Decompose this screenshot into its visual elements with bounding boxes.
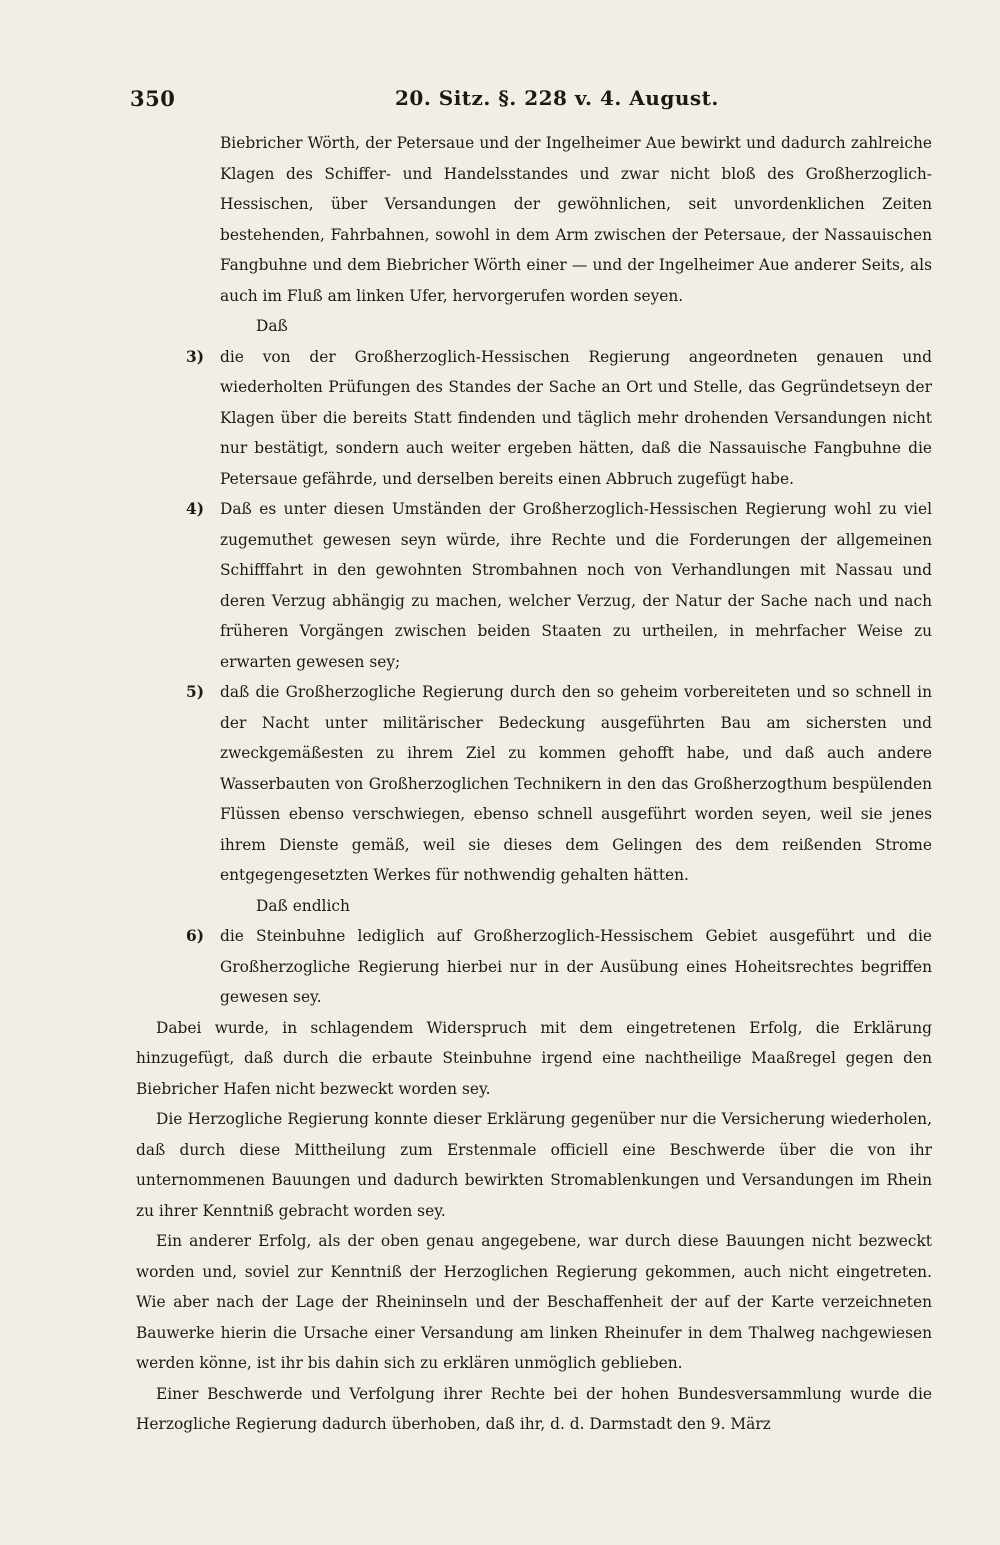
lead-in-line: Daß endlich bbox=[256, 896, 350, 915]
item-number: 3) bbox=[186, 347, 204, 366]
paragraph: Dabei wurde, in schlagendem Widerspruch mit dem eingetretenen Erfolg, die Erklärung hinzugefügt, daß durch die erbaute Steinbuhne irgend eine nachtheilige Maaßregel gegen den Biebricher Hafen nicht bezweckt worden sey. bbox=[136, 1018, 932, 1098]
item-text: Daß es unter diesen Umständen der Großherzoglich-Hessischen Regierung wohl zu viel zugemuthet gewesen seyn würde, ihre Rechte und die Forderungen der allgemeinen Schifffahrt in den gewohnten Strombahnen noch von Verhandlungen mit Nassau und deren Verzug abhängig zu machen, welcher Verzug, der Natur der Sache nach und nach früheren Vorgängen zwischen beiden Staaten zu urtheilen, in mehrfacher Weise zu erwarten gewesen sey; bbox=[220, 500, 932, 671]
item-text: die Steinbuhne lediglich auf Großherzoglich-Hessischem Gebiet ausgeführt und die Großherzogliche Regierung hierbei nur in der Ausübung eines Hoheitsrechtes begriffen gewesen sey. bbox=[220, 927, 932, 1006]
paragraph: Ein anderer Erfolg, als der oben genau angegebene, war durch diese Bauungen nicht bezweckt worden und, soviel zur Kenntniß der Herzoglichen Regierung gekommen, auch nicht eingetreten. Wie aber nach der Lage der Rheininseln und der Beschaffenheit der auf der Karte verzeichneten Bauwerke hierin die Ursache einer Versandung am linken Rheinufer in dem Thalweg nachgewiesen werden könne, ist ihr bis dahin sich zu erklären unmöglich geblieben. bbox=[136, 1232, 932, 1372]
item-number: 6) bbox=[186, 927, 204, 945]
document-body bbox=[136, 128, 932, 1440]
item-text: daß die Großherzogliche Regierung durch den so geheim vorbereiteten und so schnell in der Nacht unter militärischer Bedeckung ausgeführten Bau am sichersten und zweckgemäßesten zu ihrem Ziel zu kommen gehofft habe, und daß auch andere Wasserbauten von Großherzoglichen Technikern in den das Großherzogthum bespülenden Flüssen ebenso verschwiegen, ebenso schnell ausgeführt worden seyen, weil sie jenes ihrem Dienste gemäß, weil sie dieses dem Gelingen des dem reißenden Strome entgegengesetzten Werkes für nothwendig gehalten hätten. bbox=[220, 683, 932, 884]
page-header bbox=[130, 86, 940, 116]
running-head: 20. Sitz. §. 228 v. 4. August. bbox=[395, 86, 719, 110]
paragraph: Einer Beschwerde und Verfolgung ihrer Rechte bei der hohen Bundesversammlung wurde die Herzogliche Regierung dadurch überhoben, daß ihr, d. d. Darmstadt den 9. März bbox=[136, 1384, 932, 1433]
paragraph: Biebricher Wörth, der Petersaue und der Ingelheimer Aue bewirkt und dadurch zahlreiche Klagen des Schiffer- und Handelsstandes und zwar nicht bloß des Großherzoglich-Hessischen, über Versandungen der gewöhnlichen, seit unvordenklichen Zeiten bestehenden, Fahrbahnen, sowohl in dem Arm zwischen der Petersaue, der Nassauischen Fangbuhne und dem Biebricher Wörth einer — und der Ingelheimer Aue anderer Seits, als auch im Fluß am linken Ufer, hervorgerufen worden seyen. bbox=[220, 134, 932, 305]
numbered-item bbox=[136, 494, 932, 677]
item-number: 5) bbox=[186, 683, 204, 701]
item-number: 4) bbox=[186, 500, 204, 518]
item-text: die von der Großherzoglich-Hessischen Regierung angeordneten genauen und wiederholten Prüfungen des Standes der Sache an Ort und Stelle, das Gegründetseyn der Klagen über die bereits Statt findenden und täglich mehr drohenden Versandungen nicht nur bestätigt, sondern auch weiter ergeben hätten, daß die Nassauische Fangbuhne die Petersaue gefährde, und derselben bereits einen Abbruch zugefügt habe. bbox=[220, 347, 932, 488]
lead-in-line: Daß bbox=[256, 317, 288, 335]
numbered-item bbox=[136, 921, 932, 1013]
numbered-item bbox=[136, 677, 932, 891]
paragraph: Die Herzogliche Regierung konnte dieser Erklärung gegenüber nur die Versicherung wiederholen, daß durch diese Mittheilung zum Erstenmale officiell eine Beschwerde über die von ihr unternommenen Bauungen und dadurch bewirkten Stromablenkungen und Versandungen im Rhein zu ihrer Kenntniß gebracht worden sey. bbox=[136, 1110, 932, 1220]
numbered-item bbox=[136, 342, 932, 495]
page-number: 350 bbox=[130, 86, 176, 111]
